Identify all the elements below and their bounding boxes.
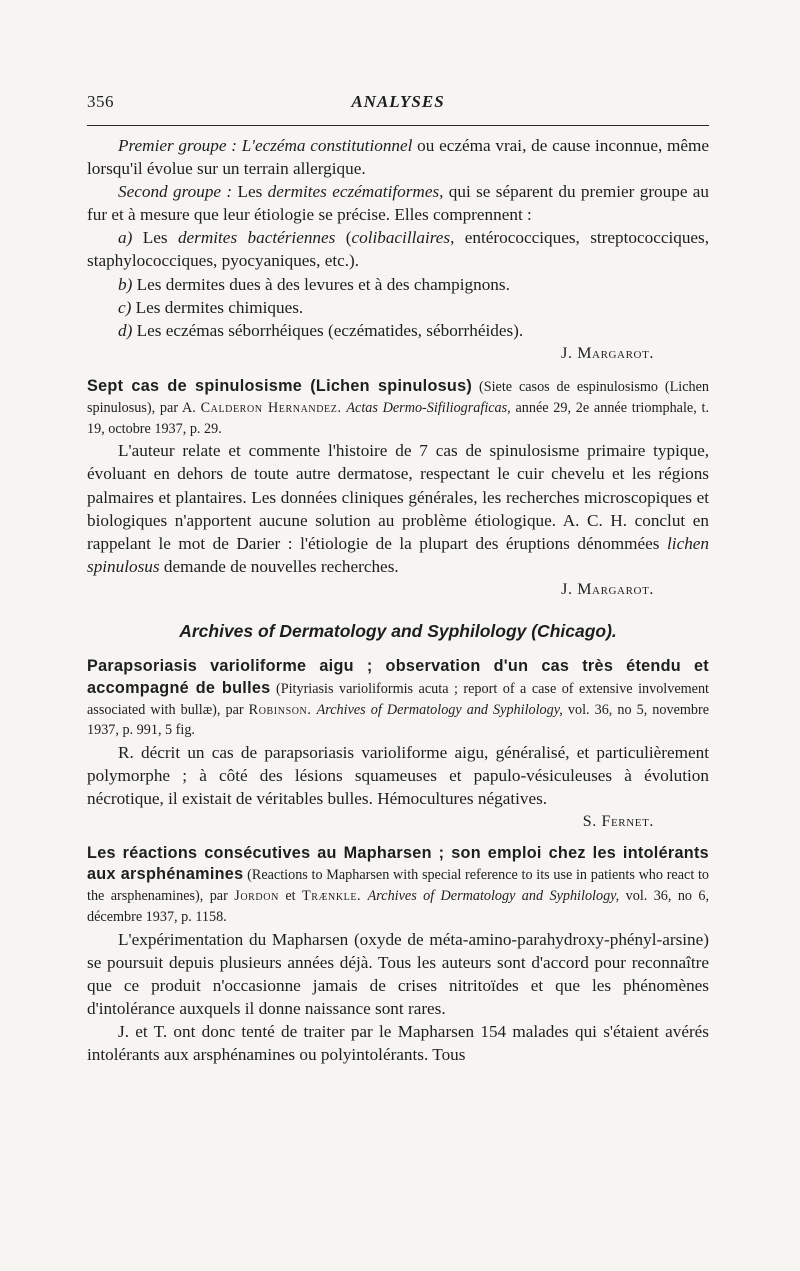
- running-title: ANALYSES: [351, 92, 445, 111]
- journal-name: Archives of Dermatology and Syphilology,: [367, 888, 620, 905]
- author: Robinson.: [248, 701, 312, 718]
- list-item: d) Les eczémas séborrhéiques (eczématides, séborrhéides).: [118, 320, 524, 340]
- list-item: b) Les dermites dues à des levures et à des champignons.: [118, 274, 510, 294]
- paragraph: R. décrit un cas de parapsoriasis varioliforme aigu, généralisé, et particulièrement polymorphe ; à côté des lésions squameuses et papulo-vésiculeuses à évolution nécrotique, il existait de véritables bulles. Hémocultures négatives.: [87, 743, 709, 809]
- page-header: [87, 92, 709, 120]
- page-body: [87, 134, 709, 1066]
- page-number: 356: [87, 92, 114, 111]
- signature: S. Fernet.: [582, 813, 654, 831]
- article-title: Les réactions consécutives au Mapharsen ; son emploi chez les intolérants aux arsphénamines: [87, 843, 709, 884]
- author: Jordon: [234, 888, 279, 905]
- list-item: a) Les dermites bactériennes (colibacillaires, entérococciques, streptococciques, staphylococciques, pyocyaniques, etc.).: [87, 228, 710, 271]
- paragraph: Second groupe : Les dermites eczématiformes, qui se séparent du premier groupe au fur et à mesure que leur étiologie se précise. Elles comprennent :: [87, 182, 710, 225]
- signature: J. Margarot.: [561, 580, 654, 598]
- paragraph: Premier groupe : L'eczéma constitutionnel ou eczéma vrai, de cause inconnue, même lorsqu'il évolue sur un terrain allergique.: [87, 136, 710, 179]
- journal-heading: Archives of Dermatology and Syphilology (Chicago).: [179, 620, 617, 641]
- author: Trænkle.: [301, 888, 362, 905]
- article-reference: Les réactions consécutives au Mapharsen ; son emploi chez les intolérants aux arsphénamines (Reactions to Mapharsen with special reference to its use in patients who react to the arsphenamines), par Jordon et Trænkle. Archives of Dermatology and Syphilology, vol. 36, no 6, décembre 1937, p. 1158.: [87, 843, 710, 925]
- list-item: c) Les dermites chimiques.: [118, 297, 304, 317]
- article-title: Sept cas de spinulosisme (Lichen spinulosus): [87, 376, 473, 395]
- article-title: Parapsoriasis varioliforme aigu ; observation d'un cas très étendu et accompagné de bulles: [87, 656, 709, 697]
- article-spinulosisme: [87, 376, 709, 601]
- author: Calderon Hernandez.: [200, 399, 342, 416]
- paragraph: L'expérimentation du Mapharsen (oxyde de méta-amino-parahydroxy-phényl-arsine) se poursuit depuis plusieurs années déjà. Tous les auteurs sont d'accord pour reconnaître que ce produit n'occasionne jamais de crises nitritoïdes et que les phénomènes d'intolérance auxquels il donne naissance sont rares.: [87, 929, 709, 1019]
- article-reference: Sept cas de spinulosisme (Lichen spinulosus) (Siete casos de espinulosismo (Lichen spinulosus), par A. Calderon Hernandez. Actas Dermo-Sifiliograficas, année 29, 2e année triomphale, t. 19, octobre 1937, p. 29.: [87, 376, 710, 437]
- signature: J. Margarot.: [561, 344, 654, 362]
- article-mapharsen: [87, 843, 709, 1067]
- paragraph: L'auteur relate et commente l'histoire de 7 cas de spinulosisme primaire typique, évoluant en dehors de toute autre dermatose, respectant le cuir chevelu et les régions palmaires et plantaires. Les données cliniques générales, les recherches microscopiques et biologiques n'apportent aucune solution au problème étiologique. A. C. H. conclut en rappelant le mot de Darier : l'étiologie de la plupart des éruptions dénommées lichen spinulosus demande de nouvelles recherches.: [87, 441, 710, 576]
- article-reference: Parapsoriasis varioliforme aigu ; observation d'un cas très étendu et accompagné de bulles (Pityriasis varioliformis acuta ; report of a case of extensive involvement associated with bullæ), par Robinson. Archives of Dermatology and Syphilology, vol. 36, no 5, novembre 1937, p. 991, 5 fig.: [87, 656, 710, 739]
- journal-name: Actas Dermo-Sifiliograficas,: [346, 399, 511, 416]
- article-eczema-classification: [87, 134, 709, 365]
- paragraph: J. et T. ont donc tenté de traiter par le Mapharsen 154 malades qui s'étaient avérés intolérants aux arsphénamines ou polyintolérants. Tous: [87, 1022, 709, 1065]
- article-parapsoriasis: [87, 656, 709, 834]
- header-rule: [87, 125, 709, 126]
- journal-name: Archives of Dermatology and Syphilology,: [316, 701, 563, 718]
